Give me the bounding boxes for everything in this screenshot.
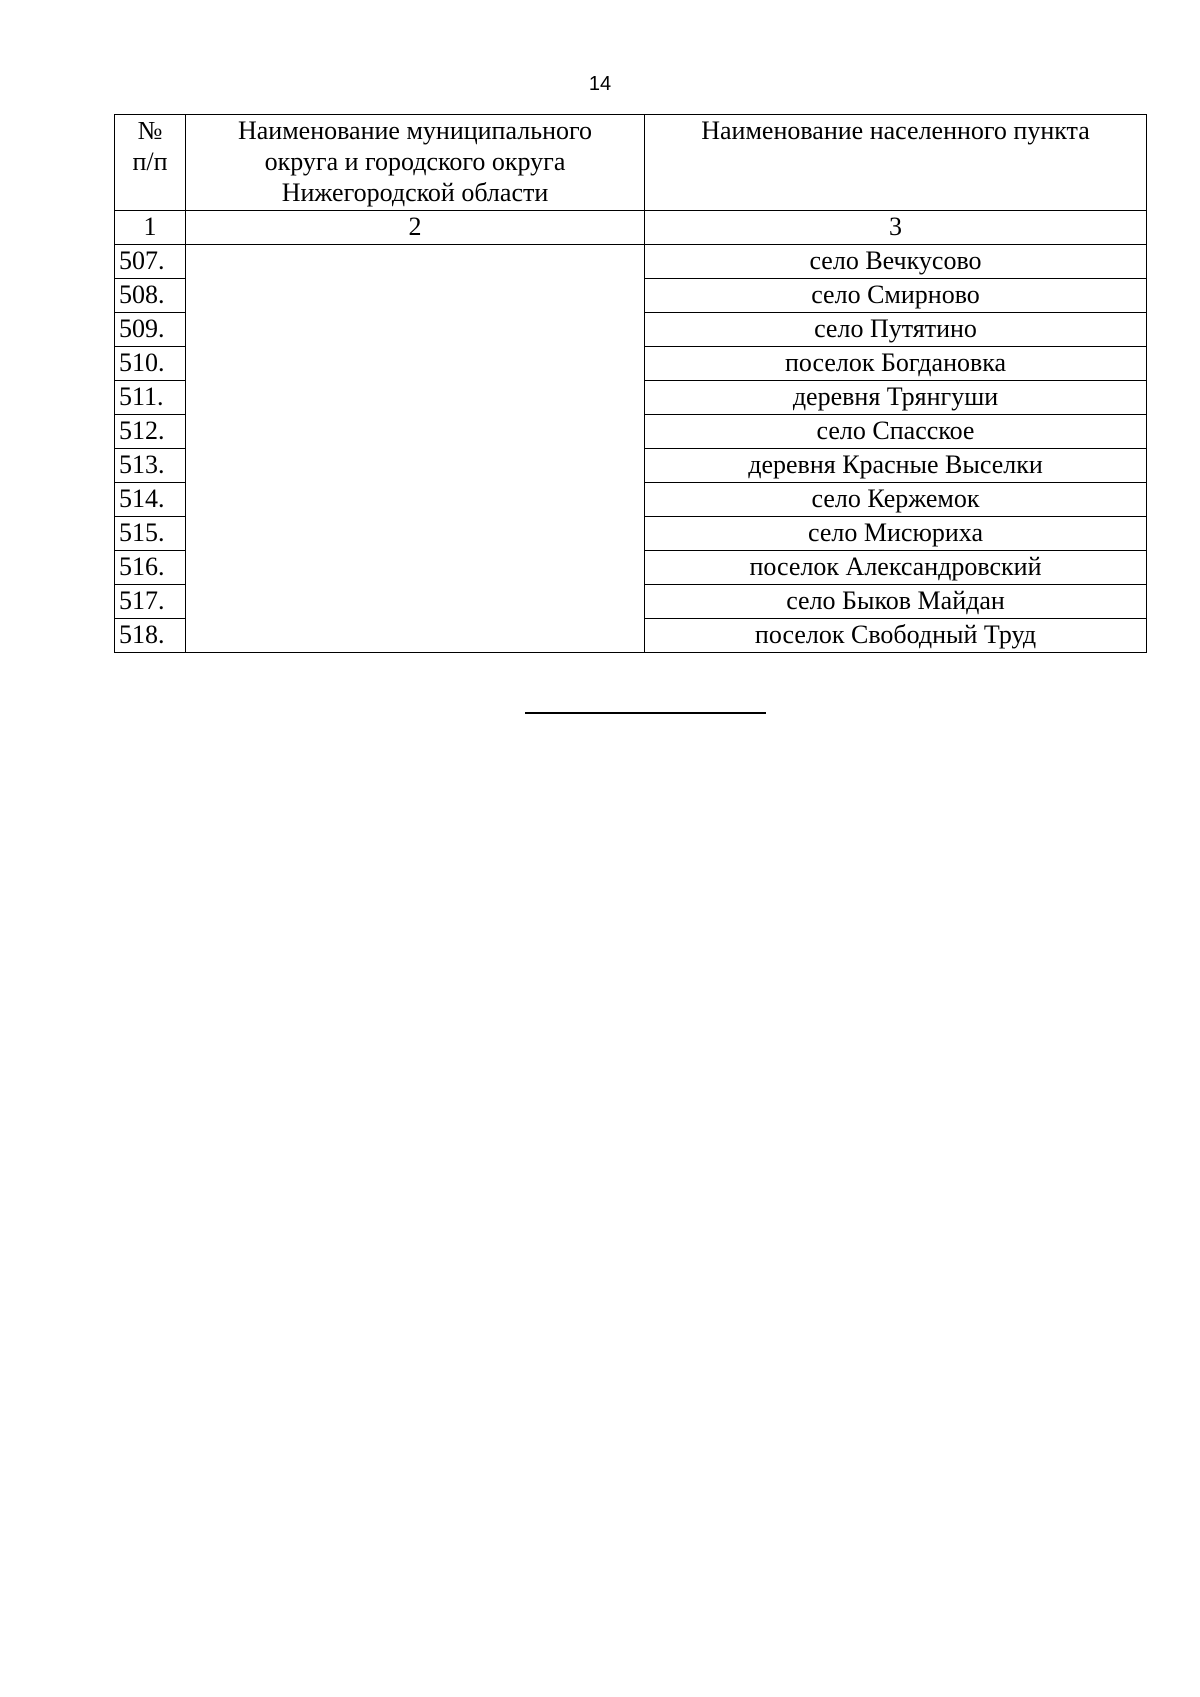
row-number: 507. [115, 245, 186, 279]
row-number: 510. [115, 347, 186, 381]
table-body [115, 245, 1147, 653]
row-number: 515. [115, 517, 186, 551]
column-index-row [115, 211, 1147, 245]
row-number: 512. [115, 415, 186, 449]
settlement-name: село Вечкусово [645, 245, 1147, 279]
settlement-name: село Спасское [645, 415, 1147, 449]
settlement-name: село Смирново [645, 279, 1147, 313]
row-number: 517. [115, 585, 186, 619]
column-index-3: 3 [645, 211, 1147, 245]
page-number: 14 [588, 73, 612, 95]
district-cell [186, 245, 645, 653]
row-number: 513. [115, 449, 186, 483]
row-number: 514. [115, 483, 186, 517]
settlement-name: деревня Красные Выселки [645, 449, 1147, 483]
header-num: № п/п [115, 115, 186, 211]
row-number: 516. [115, 551, 186, 585]
settlement-name: село Кержемок [645, 483, 1147, 517]
row-number: 511. [115, 381, 186, 415]
column-index-1: 1 [115, 211, 186, 245]
end-of-document-rule [525, 712, 766, 714]
table-header-row [115, 115, 1147, 211]
header-district: Наименование муниципального округа и городского округа Нижегородской области [186, 115, 645, 211]
settlement-name: поселок Свободный Труд [645, 619, 1147, 653]
row-number: 508. [115, 279, 186, 313]
settlement-name: село Быков Майдан [645, 585, 1147, 619]
settlement-name: поселок Богдановка [645, 347, 1147, 381]
column-index-2: 2 [186, 211, 645, 245]
settlement-name: поселок Александровский [645, 551, 1147, 585]
settlements-table [114, 114, 1147, 653]
table-row [115, 245, 1147, 279]
settlement-name: деревня Трянгуши [645, 381, 1147, 415]
settlement-name: село Мисюриха [645, 517, 1147, 551]
header-place: Наименование населенного пункта [645, 115, 1147, 211]
row-number: 509. [115, 313, 186, 347]
row-number: 518. [115, 619, 186, 653]
settlement-name: село Путятино [645, 313, 1147, 347]
